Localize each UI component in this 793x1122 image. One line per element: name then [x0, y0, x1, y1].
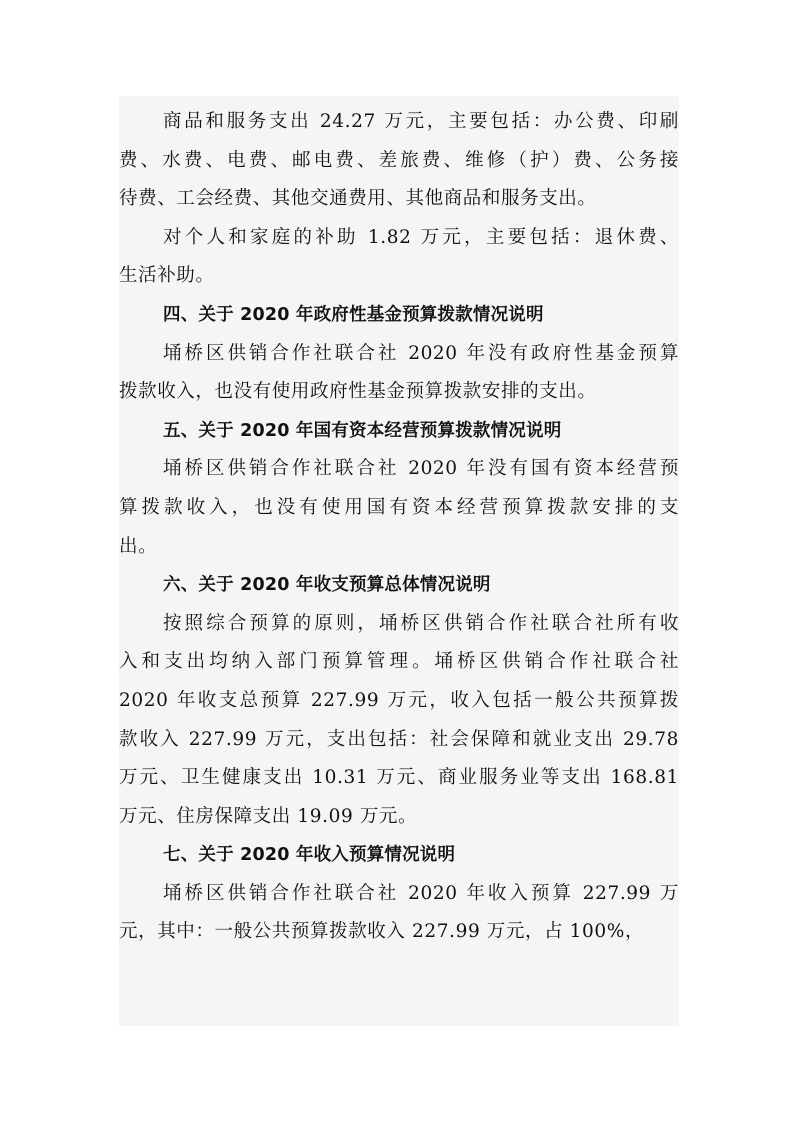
heading-line: 七、关于 2020 年收入预算情况说明 [163, 845, 456, 866]
document-body [119, 103, 679, 952]
text-line: 费、水费、电费、邮电费、差旅费、维修（护）费、公务接 [119, 149, 679, 171]
text-line: 商品和服务支出 24.27 万元，主要包括：办公费、印刷 [163, 111, 679, 132]
text-line: 埇桥区供销合作社联合社 2020 年收入预算 227.99 万 [163, 882, 679, 904]
text-line: 万元、卫生健康支出 10.31 万元、商业服务业等支出 168.81 [119, 767, 679, 789]
text-line: 入和支出均纳入部门预算管理。埇桥区供销合作社联合社 [119, 651, 679, 673]
text-line: 待费、工会经费、其他交通费用、其他商品和服务支出。 [119, 188, 597, 210]
body-paragraph [119, 335, 679, 412]
text-line: 对个人和家庭的补助 1.82 万元，主要包括：退休费、 [163, 226, 679, 248]
section-heading [119, 296, 679, 335]
body-paragraph [119, 875, 679, 952]
text-line: 元，其中：一般公共预算拨款收入 227.99 万元，占 100%， [119, 921, 645, 943]
heading-line: 五、关于 2020 年国有资本经营预算拨款情况说明 [163, 420, 562, 441]
text-line: 算拨款收入，也没有使用国有资本经营预算拨款安排的支 [119, 496, 679, 518]
section-heading [119, 836, 679, 875]
body-paragraph [119, 450, 679, 566]
text-line: 2020 年收支总预算 227.99 万元，收入包括一般公共预算拨 [119, 689, 679, 711]
heading-line: 四、关于 2020 年政府性基金预算拨款情况说明 [163, 304, 544, 325]
heading-line: 六、关于 2020 年收支预算总体情况说明 [163, 575, 491, 596]
body-paragraph [119, 605, 679, 837]
text-line: 万元、住房保障支出 19.09 万元。 [119, 805, 418, 827]
text-line: 埇桥区供销合作社联合社 2020 年没有政府性基金预算 [163, 342, 679, 364]
body-paragraph [119, 103, 679, 219]
text-line: 拨款收入，也没有使用政府性基金预算拨款安排的支出。 [119, 381, 597, 403]
section-heading [119, 566, 679, 605]
body-paragraph [119, 219, 679, 296]
text-line: 埇桥区供销合作社联合社 2020 年没有国有资本经营预 [163, 458, 679, 480]
section-heading [119, 412, 679, 451]
text-line: 出。 [119, 535, 158, 557]
text-line: 款收入 227.99 万元，支出包括：社会保障和就业支出 29.78 [119, 728, 679, 750]
text-line: 生活补助。 [119, 265, 215, 287]
text-line: 按照综合预算的原则，埇桥区供销合作社联合社所有收 [163, 612, 679, 634]
